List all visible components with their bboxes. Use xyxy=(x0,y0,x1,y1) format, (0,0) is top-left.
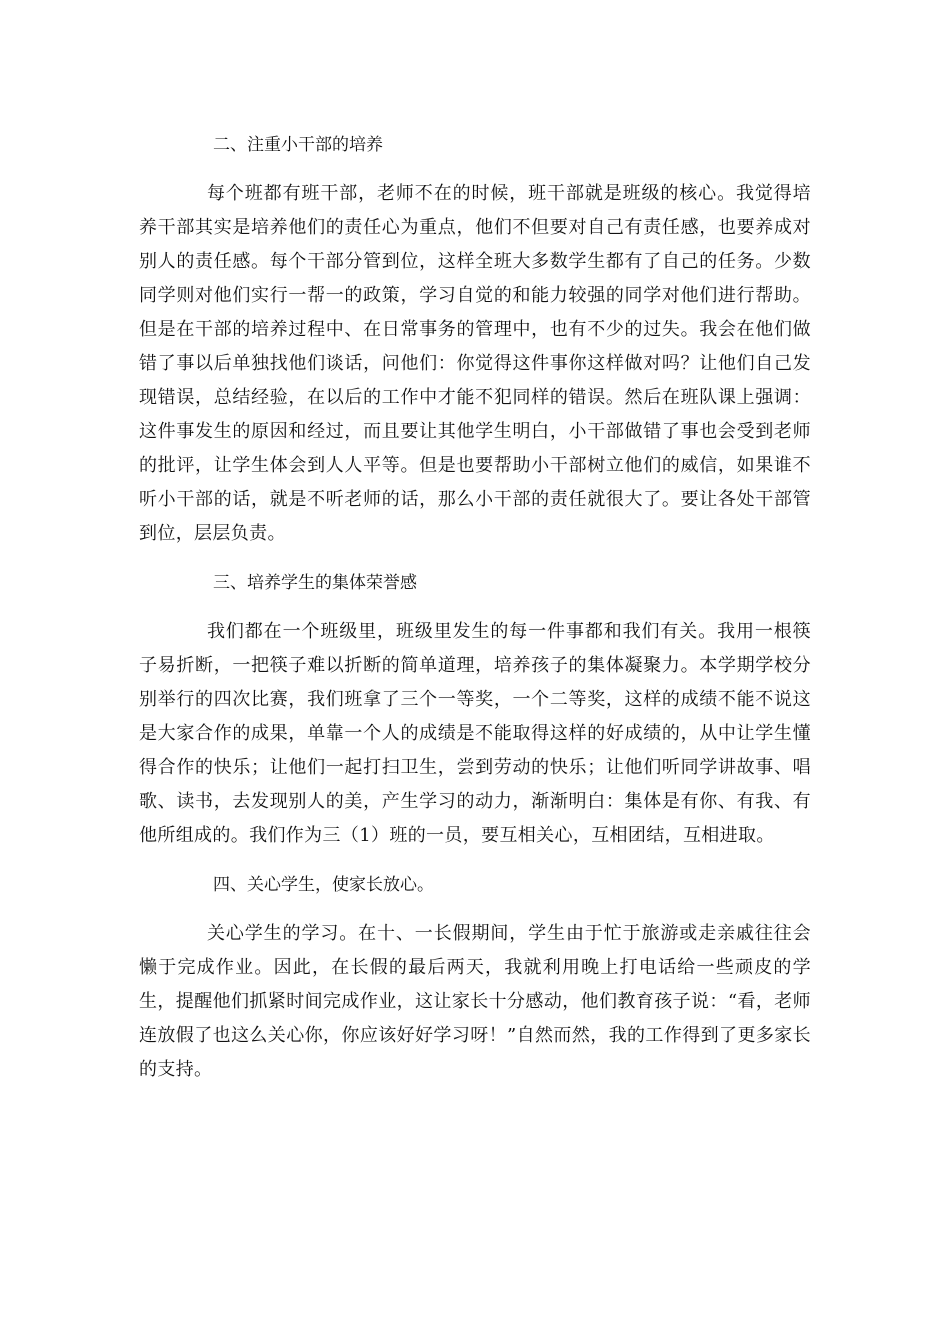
spacer xyxy=(139,853,811,868)
section-heading-cadre: 二、注重小干部的培养 xyxy=(213,135,383,155)
spacer xyxy=(139,902,811,917)
spacer xyxy=(139,600,811,615)
spacer xyxy=(139,162,811,177)
section-paragraph-cadre: 每个班都有班干部，老师不在的时候，班干部就是班级的核心。我觉得培养干部其实是培养他们的责任心为重点，他们不但要对自己有责任感，也要养成对别人的责任感。每个干部分管到位，这样全班大多数学生都有了自己的任务。少数同学则对他们实行一帮一的政策，学习自觉的和能力较强的同学对他们进行帮助。但是在干部的培养过程中、在日常事务的管理中，也有不少的过失。我会在他们做错了事以后单独找他们谈话，问他们：你觉得这件事你这样做对吗？让他们自己发现错误，总结经验，在以后的工作中才能不犯同样的错误。然后在班队课上强调：这件事发生的原因和经过，而且要让其他学生明白，小干部做错了事也会受到老师的批评，让学生体会到人人平等。但是也要帮助小干部树立他们的威信，如果谁不听小干部的话，就是不听老师的话，那么小干部的责任就很大了。要让各处干部管到位，层层负责。 xyxy=(139,183,811,544)
document-page xyxy=(139,128,811,1087)
section-paragraph-collective-honor: 我们都在一个班级里，班级里发生的每一件事都和我们有关。我用一根筷子易折断，一把筷子难以折断的简单道理，培养孩子的集体凝聚力。本学期学校分别举行的四次比赛，我们班拿了三个一等奖，一个二等奖，这样的成绩不能不说这是大家合作的成果，单靠一个人的成绩是不能取得这样的好成绩的，从中让学生懂得合作的快乐；让他们一起打扫卫生，尝到劳动的快乐；让他们听同学讲故事、唱歌、读书，去发现别人的美，产生学习的动力，渐渐明白：集体是有你、有我、有他所组成的。我们作为三（1）班的一员，要互相关心，互相团结，互相进取。 xyxy=(139,621,811,846)
section-heading-collective-honor: 三、培养学生的集体荣誉感 xyxy=(213,573,417,593)
spacer xyxy=(139,551,811,566)
section-heading-care-students: 四、关心学生，使家长放心。 xyxy=(213,875,434,895)
section-paragraph-care-students: 关心学生的学习。在十、一长假期间，学生由于忙于旅游或走亲戚往往会懒于完成作业。因此，在长假的最后两天，我就利用晚上打电话给一些顽皮的学生，提醒他们抓紧时间完成作业，这让家长十分感动，他们教育孩子说：“看，老师连放假了也这么关心你，你应该好好学习呀！”自然而然，我的工作得到了更多家长的支持。 xyxy=(139,923,811,1080)
